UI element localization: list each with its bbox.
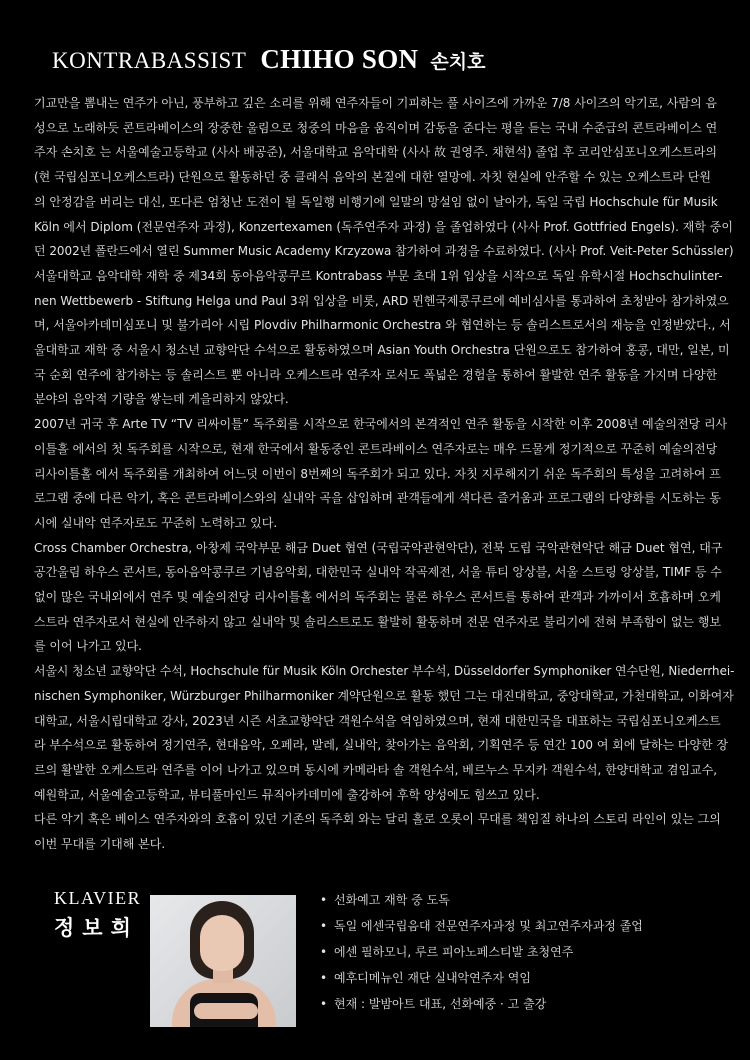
- bio-line: Cross Chamber Orchestra, 아창제 국악부문 해금 Duet 협연 (국립국악관현악단), 전북 도립 국악관현악단 해금 Duet 협연, 대구: [34, 540, 723, 555]
- performer-name-ko: 손치호: [430, 51, 486, 73]
- bio-line: 울대학교 재학 중 서울시 청소년 교향악단 수석으로 활동하였으며 Asian Youth Orchestra 단원으로도 참가하여 홍콩, 대만, 일본, 미: [34, 343, 730, 358]
- portrait-arm-shape: [194, 1003, 258, 1019]
- bio-line: 이틀홀 에서의 첫 독주회를 시작으로, 현재 한국에서 활동중인 콘트라베이스 연주자로는 매우 드물게 정기적으로 꾸준히 예술의전당: [34, 441, 718, 456]
- career-item: • 선화예고 재학 중 도독: [320, 890, 643, 916]
- bio-line: 리사이틀홀 에서 독주회를 개최하여 어느덧 이번이 8번째의 독주회가 되고 있다. 자칫 지루해지기 쉬운 독주회의 특성을 고려하여 프: [34, 466, 721, 481]
- pianist-role: KLAVIER: [54, 888, 142, 908]
- bio-line: 이번 무대를 기대해 본다.: [34, 837, 166, 852]
- career-item: • 현재 : 발밤아트 대표, 선화예중 · 고 출강: [320, 994, 643, 1020]
- bio-line: 다른 악기 혹은 베이스 연주자와의 호흡이 있던 기존의 독주회 와는 달리 홀로 오롯이 무대를 책임질 하나의 스토리 라인이 있는 그의: [34, 812, 721, 827]
- bio-line: nen Wettbewerb - Stiftung Helga und Paul 3위 입상을 비롯, ARD 뮌헨국제콩쿠르에 예비심사를 통과하여 초청받아 참가하였으: [34, 293, 729, 308]
- bio-line: 주자 손치호 는 서울예술고등학교 (사사 배공준), 서울대학교 음악대학 (사사 故 권영주. 채현석) 졸업 후 코리안심포니오케스트라의: [34, 145, 717, 160]
- performer-role: KONTRABASSIST: [52, 48, 247, 73]
- bio-line: (현 국립심포니오케스트라) 단원으로 활동하던 중 클래식 음악의 본질에 대한 열망에. 자칫 현실에 안주할 수 있는 오케스트라 단원: [34, 170, 711, 185]
- bio-line: 분야의 음악적 기량을 쌓는데 게을리하지 않았다.: [34, 392, 289, 407]
- bio-line: 기교만을 뽐내는 연주가 아닌, 풍부하고 깊은 소리를 위해 연주자들이 기피하는 풀 사이즈에 가까운 7/8 사이즈의 악기로, 사람의 음: [34, 96, 717, 110]
- bio-line: 던 2002년 폴란드에서 열린 Summer Music Academy Krzyzowa 참가하여 과정을 수료하였다. (사사 Prof. Veit-Peter Schüssler): [34, 244, 734, 259]
- bio-line: 며, 서울아카데미심포니 및 불가리아 시립 Plovdiv Philharmonic Orchestra 와 협연하는 등 솔리스트로서의 재능을 인정받았다., 서: [34, 318, 731, 333]
- page-header: [52, 44, 485, 75]
- bio-line: 없이 많은 국내외에서 연주 및 예술의전당 리사이틀홀 에서의 독주회는 물론 하우스 콘서트를 통하여 관객과 가까이서 호흡하며 오케: [34, 590, 722, 605]
- bio-line: 대학교, 서울시립대학교 강사, 2023년 시즌 서초교향악단 객원수석을 역임하였으며, 현재 대한민국을 대표하는 국립심포니오케스트: [34, 713, 721, 728]
- bio-line: 의 안정감을 버리는 대신, 또다른 엄청난 도전이 될 독일행 비행기에 일말의 망설임 없이 날아가, 독일 국립 Hochschule für Musik: [34, 194, 718, 209]
- bio-line: 스트라 연주자로서 현실에 안주하지 않고 실내악 및 솔리스트로도 활발히 활동하며 전문 연주자로 불리기에 전혀 부족함이 없는 행보: [34, 614, 722, 629]
- biography: [34, 91, 734, 857]
- bio-line: 2007년 귀국 후 Arte TV “TV 리싸이틀” 독주회를 시작으로 한국에서의 본격적인 연주 활동을 시작한 이후 2008년 예술의전당 리사: [34, 417, 728, 432]
- career-item: • 예후디메뉴인 재단 실내악연주자 역임: [320, 968, 643, 994]
- bio-line: 서울대학교 음악대학 재학 중 제34회 동아음악콩쿠르 Kontrabass 부문 초대 1위 입상을 시작으로 독일 유학시절 Hochschulinter-: [34, 268, 723, 283]
- pianist-name: 정보희: [54, 916, 139, 940]
- career-item: • 에센 필하모니, 루르 피아노페스티발 초청연주: [320, 942, 643, 968]
- bio-line: 시에 실내악 연주자로도 꾸준히 노력하고 있다.: [34, 515, 278, 530]
- bio-line: Köln 에서 Diplom (전문연주자 과정), Konzertexamen (독주연주자 과정) 을 졸업하였다 (사사 Prof. Gottfried Engels). 재학 중이: [34, 219, 733, 234]
- pianist-portrait-photo: [150, 895, 296, 1027]
- bio-line: 공간울림 하우스 콘서트, 동아음악콩쿠르 기념음악회, 대한민국 실내악 작곡제전, 서울 튜티 앙상블, 서울 스트링 앙상블, TIMF 등 수: [34, 565, 722, 580]
- bio-line: 예원학교, 서울예술고등학교, 뷰티풀마인드 뮤직아카데미에 출강하여 후학 양성에도 힘쓰고 있다.: [34, 787, 540, 802]
- bio-line: 를 이어 나가고 있다.: [34, 639, 142, 654]
- performer-name-en: CHIHO SON: [260, 44, 419, 74]
- career-item: • 독일 에센국립음대 전문연주자과정 및 최고연주자과정 졸업: [320, 916, 643, 942]
- bio-line: 서울시 청소년 교향악단 수석, Hochschule für Musik Köln Orchester 부수석, Düsseldorfer Symphoniker 연수단원, Niederrhei-: [34, 664, 735, 679]
- bio-line: 로그램 중에 다른 악기, 혹은 콘트라베이스와의 실내악 곡을 삽입하며 관객들에게 색다른 즐거움과 프로그램의 다양화를 시도하는 동: [34, 491, 722, 506]
- portrait-face-shape: [200, 915, 244, 971]
- bio-line: nischen Symphoniker, Würzburger Philharmoniker 계약단원으로 활동 했던 그는 대진대학교, 중앙대학교, 가천대학교, 이화여자: [34, 688, 734, 703]
- bio-line: 라 부수석으로 활동하여 정기연주, 현대음악, 오페라, 발레, 실내악, 찾아가는 음악회, 기획연주 등 연간 100 여 회에 달하는 다양한 장: [34, 738, 729, 753]
- pianist-career-list: [320, 890, 643, 1020]
- bio-line: 르의 활발한 오케스트라 연주를 이어 나가고 있으며 동시에 카메라타 솔 객원수석, 베르누스 무지카 객원수석, 한양대학교 겸임교수,: [34, 762, 718, 777]
- bio-line: 국 순회 연주에 참가하는 등 솔리스트 뿐 아니라 오케스트라 연주자 로서도 폭넓은 경험을 통하여 활발한 연주 활동을 가지며 다양한: [34, 367, 718, 382]
- bio-line: 성으로 노래하듯 콘트라베이스의 장중한 울림으로 청중의 마음을 움직이며 감동을 준다는 평을 듣는 국내 수준급의 콘트라베이스 연: [34, 120, 718, 135]
